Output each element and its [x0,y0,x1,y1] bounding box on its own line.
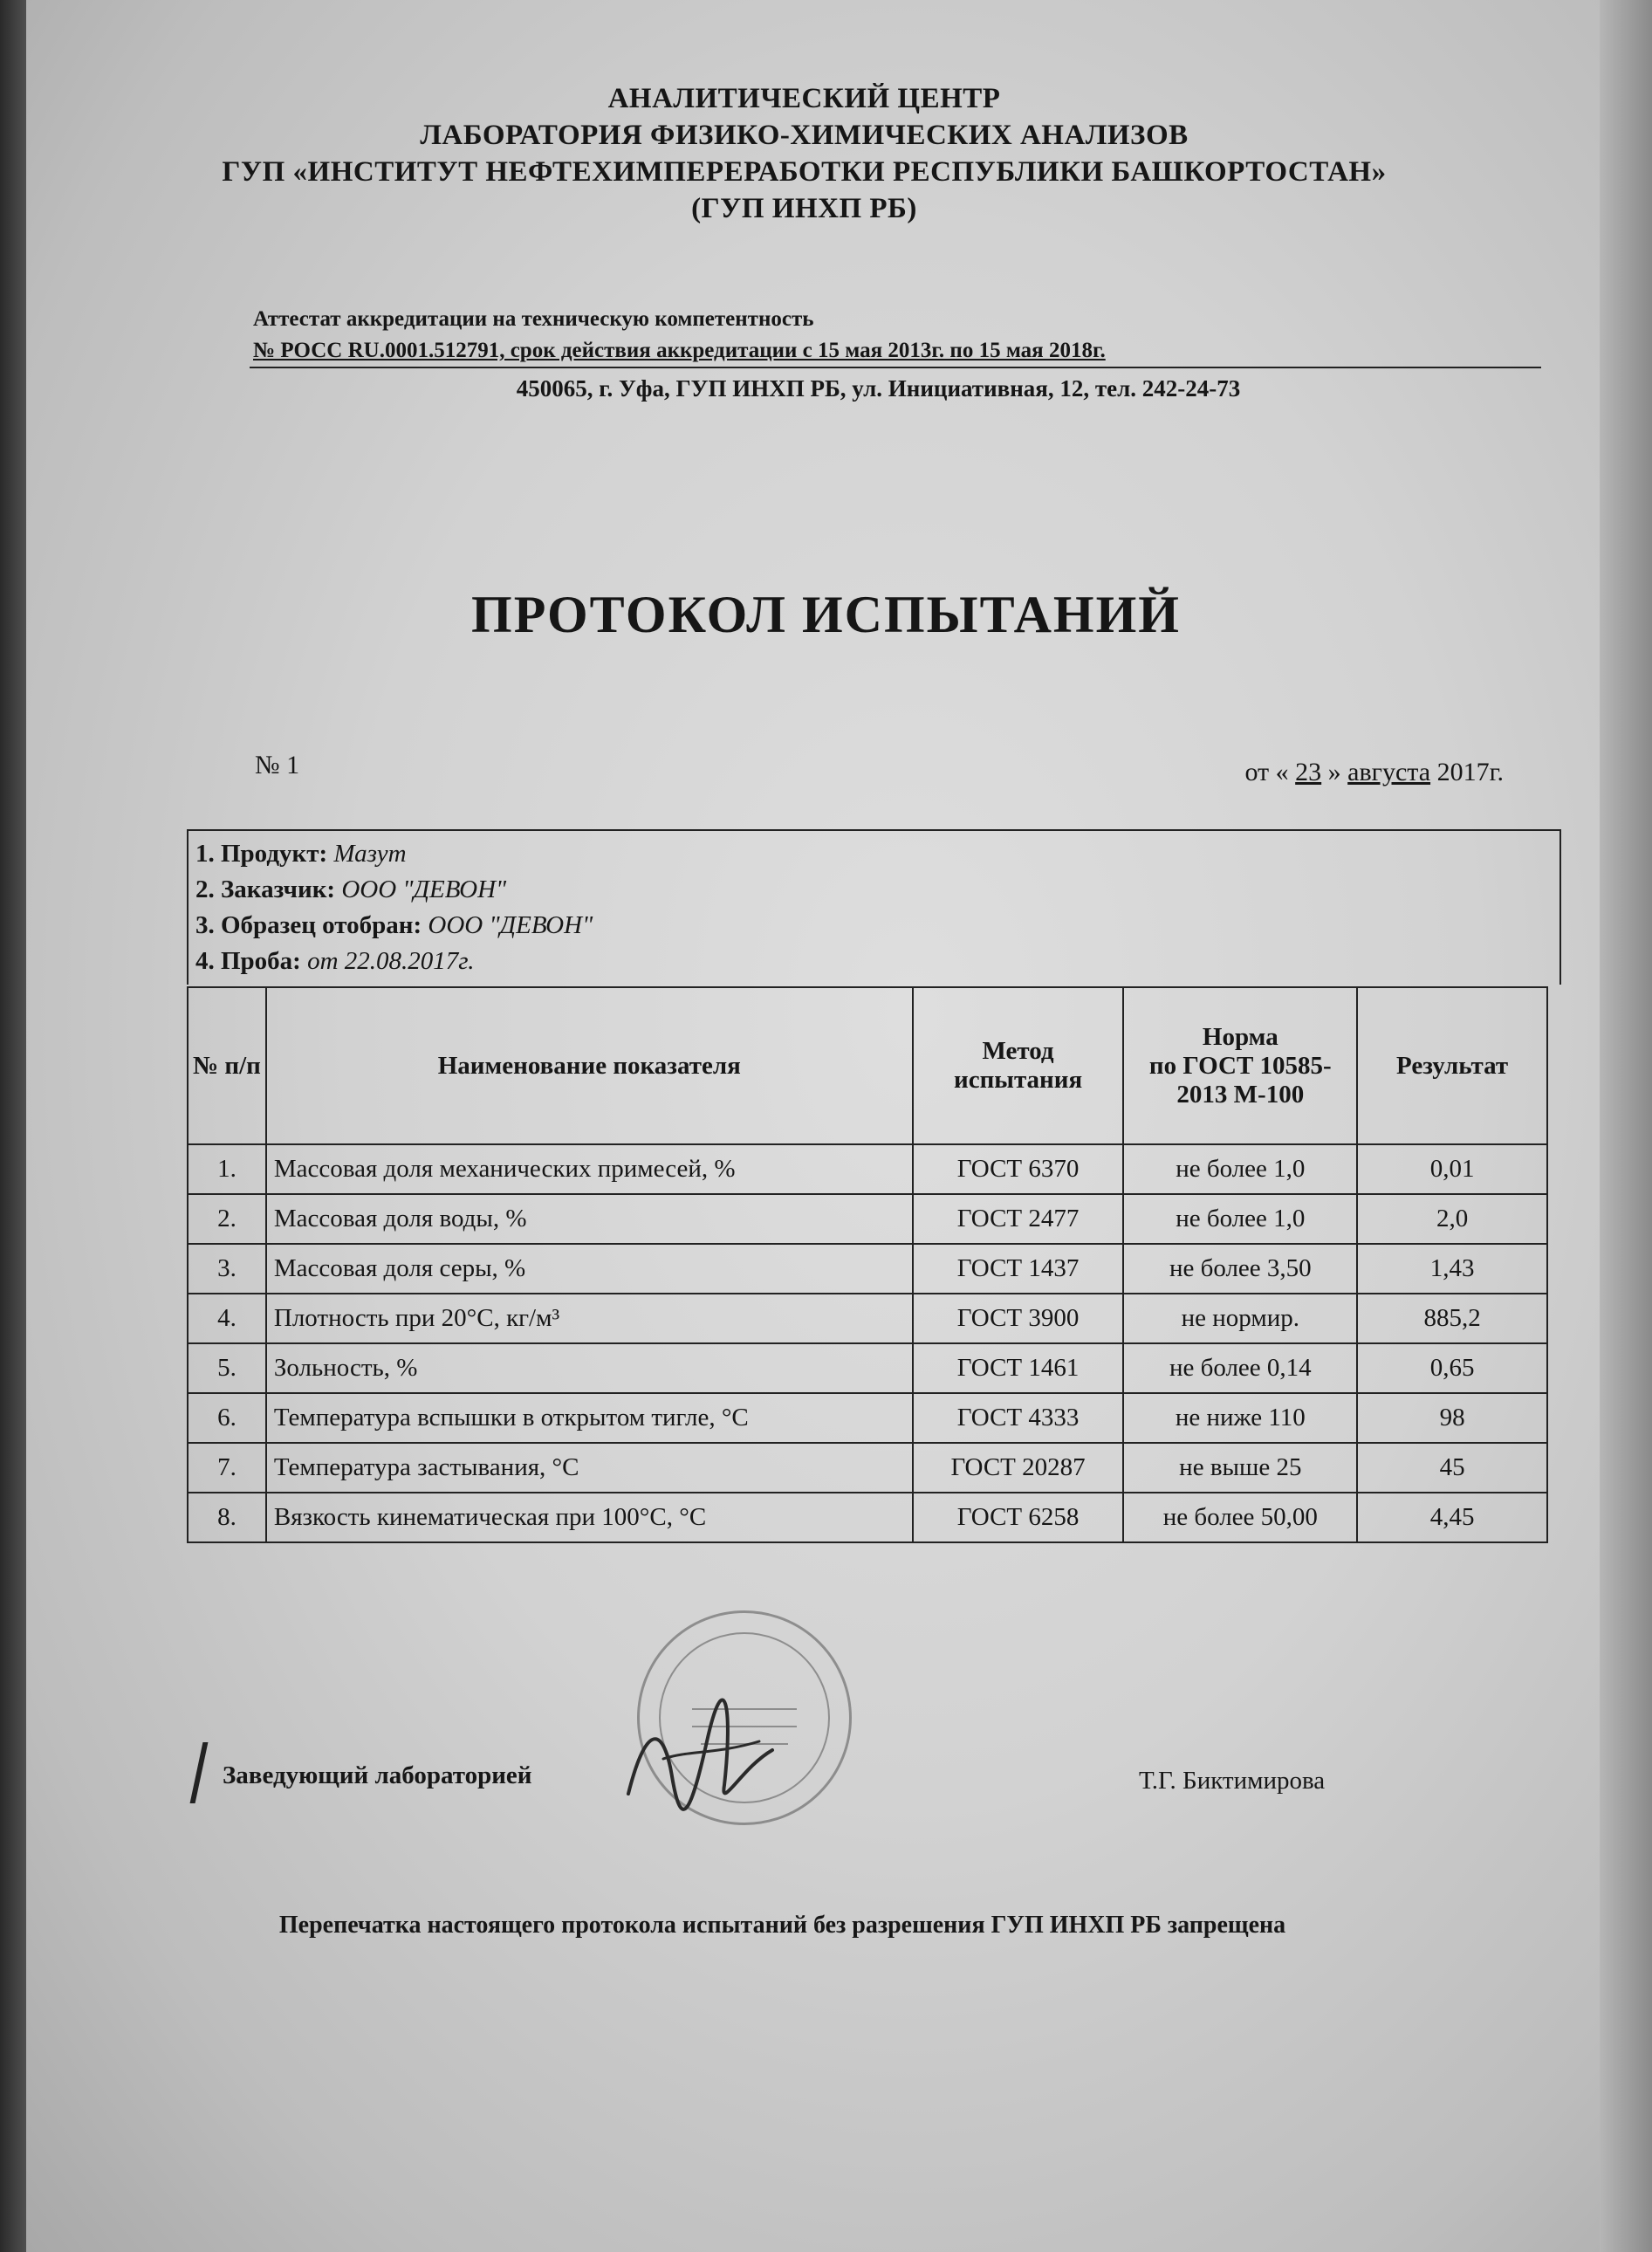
cell-norm: не более 0,14 [1123,1343,1357,1393]
cell-name: Массовая доля воды, % [266,1194,913,1244]
accreditation-line-1: Аттестат аккредитации на техническую компетентность [253,307,814,331]
info-label: 3. Образец отобран: [195,911,422,939]
cell-method: ГОСТ 4333 [913,1393,1124,1443]
cell-norm: не выше 25 [1123,1443,1357,1493]
header-name: Наименование показателя [266,987,913,1144]
info-value: Мазут [333,840,407,868]
info-value: от 22.08.2017г. [307,947,475,975]
letterhead [0,80,1652,227]
footer-notice: Перепечатка настоящего протокола испытаний без разрешения ГУП ИНХП РБ запрещена [278,1912,1286,1939]
cell-num: 3. [188,1244,266,1294]
cell-name: Плотность при 20°С, кг/м³ [266,1294,913,1343]
accreditation-block [253,304,1106,367]
page-title: ПРОТОКОЛ ИСПЫТАНИЙ [471,586,1181,643]
cell-num: 8. [188,1493,266,1542]
signer-title: Заведующий лабораторией [223,1761,532,1789]
protocol-number: № 1 [255,751,300,779]
table-row [188,1244,1547,1294]
cell-num: 7. [188,1443,266,1493]
cell-result: 0,65 [1357,1343,1547,1393]
header-method: Метод испытания [913,987,1124,1144]
cell-name: Вязкость кинематическая при 100°С, °С [266,1493,913,1542]
header-norm [1123,987,1357,1144]
signer-name: Т.Г. Биктимирова [1139,1767,1326,1795]
info-label: 1. Продукт: [195,840,328,868]
header-norm-title: Норма [1202,1022,1278,1051]
cell-result: 0,01 [1357,1144,1547,1194]
cell-name: Массовая доля механических примесей, % [266,1144,913,1194]
info-sampled-by [195,908,1553,944]
sample-info [187,829,1561,985]
header-result: Результат [1357,987,1547,1144]
cell-num: 1. [188,1144,266,1194]
cell-result: 45 [1357,1443,1547,1493]
info-value: ООО "ДЕВОН" [341,875,507,903]
info-value: ООО "ДЕВОН" [428,911,593,939]
cell-method: ГОСТ 6258 [913,1493,1124,1542]
cell-method: ГОСТ 6370 [913,1144,1124,1194]
cell-method: ГОСТ 20287 [913,1443,1124,1493]
cell-norm: не ниже 110 [1123,1393,1357,1443]
accreditation-line-2: № РОСС RU.0001.512791, срок действия аккредитации с 15 мая 2013г. по 15 мая 2018г. [253,339,1106,362]
letterhead-line-4: (ГУП ИНХП РБ) [691,193,917,224]
cell-name: Зольность, % [266,1343,913,1393]
cell-method: ГОСТ 1437 [913,1244,1124,1294]
cell-norm: не более 3,50 [1123,1244,1357,1294]
cell-name: Массовая доля серы, % [266,1244,913,1294]
header-norm-sub: по ГОСТ 10585-2013 М-100 [1148,1051,1332,1109]
table-row [188,1493,1547,1542]
handwritten-signature [611,1689,785,1829]
table-row [188,1144,1547,1194]
date-month: августа [1347,758,1431,786]
cell-norm: не более 1,0 [1123,1144,1357,1194]
cell-num: 4. [188,1294,266,1343]
table-row [188,1393,1547,1443]
info-sample [195,944,1553,979]
cell-result: 2,0 [1357,1194,1547,1244]
header-divider [250,367,1541,368]
cell-result: 4,45 [1357,1493,1547,1542]
date-year: 2017г. [1436,758,1504,786]
cell-norm: не более 50,00 [1123,1493,1357,1542]
protocol-date [1244,758,1504,787]
results-table [187,986,1548,1543]
letterhead-line-3: ГУП «ИНСТИТУТ НЕФТЕХИМПЕРЕРАБОТКИ РЕСПУБЛИКИ БАШКОРТОСТАН» [222,156,1387,188]
cell-method: ГОСТ 3900 [913,1294,1124,1343]
letterhead-line-1: АНАЛИТИЧЕСКИЙ ЦЕНТР [607,83,1001,114]
table-row [188,1194,1547,1244]
header-num: № п/п [188,987,266,1144]
info-product [195,836,1553,872]
cell-name: Температура застывания, °С [266,1443,913,1493]
info-customer [195,872,1553,908]
address: 450065, г. Уфа, ГУП ИНХП РБ, ул. Инициативная, 12, тел. 242-24-73 [516,375,1241,402]
table-row [188,1343,1547,1393]
cell-result: 98 [1357,1393,1547,1443]
cell-name: Температура вспышки в открытом тигле, °С [266,1393,913,1443]
date-prefix: от « [1244,758,1289,786]
cell-result: 885,2 [1357,1294,1547,1343]
cell-norm: не нормир. [1123,1294,1357,1343]
cell-method: ГОСТ 2477 [913,1194,1124,1244]
info-label: 2. Заказчик: [195,875,336,903]
table-header-row [188,987,1547,1144]
cell-num: 6. [188,1393,266,1443]
cell-norm: не более 1,0 [1123,1194,1357,1244]
date-mid: » [1327,758,1341,786]
letterhead-line-2: ЛАБОРАТОРИЯ ФИЗИКО-ХИМИЧЕСКИХ АНАЛИЗОВ [420,120,1189,151]
date-day: 23 [1295,758,1322,786]
info-label: 4. Проба: [195,947,301,975]
cell-method: ГОСТ 1461 [913,1343,1124,1393]
cell-num: 5. [188,1343,266,1393]
cell-result: 1,43 [1357,1244,1547,1294]
table-row [188,1443,1547,1493]
cell-num: 2. [188,1194,266,1244]
table-row [188,1294,1547,1343]
